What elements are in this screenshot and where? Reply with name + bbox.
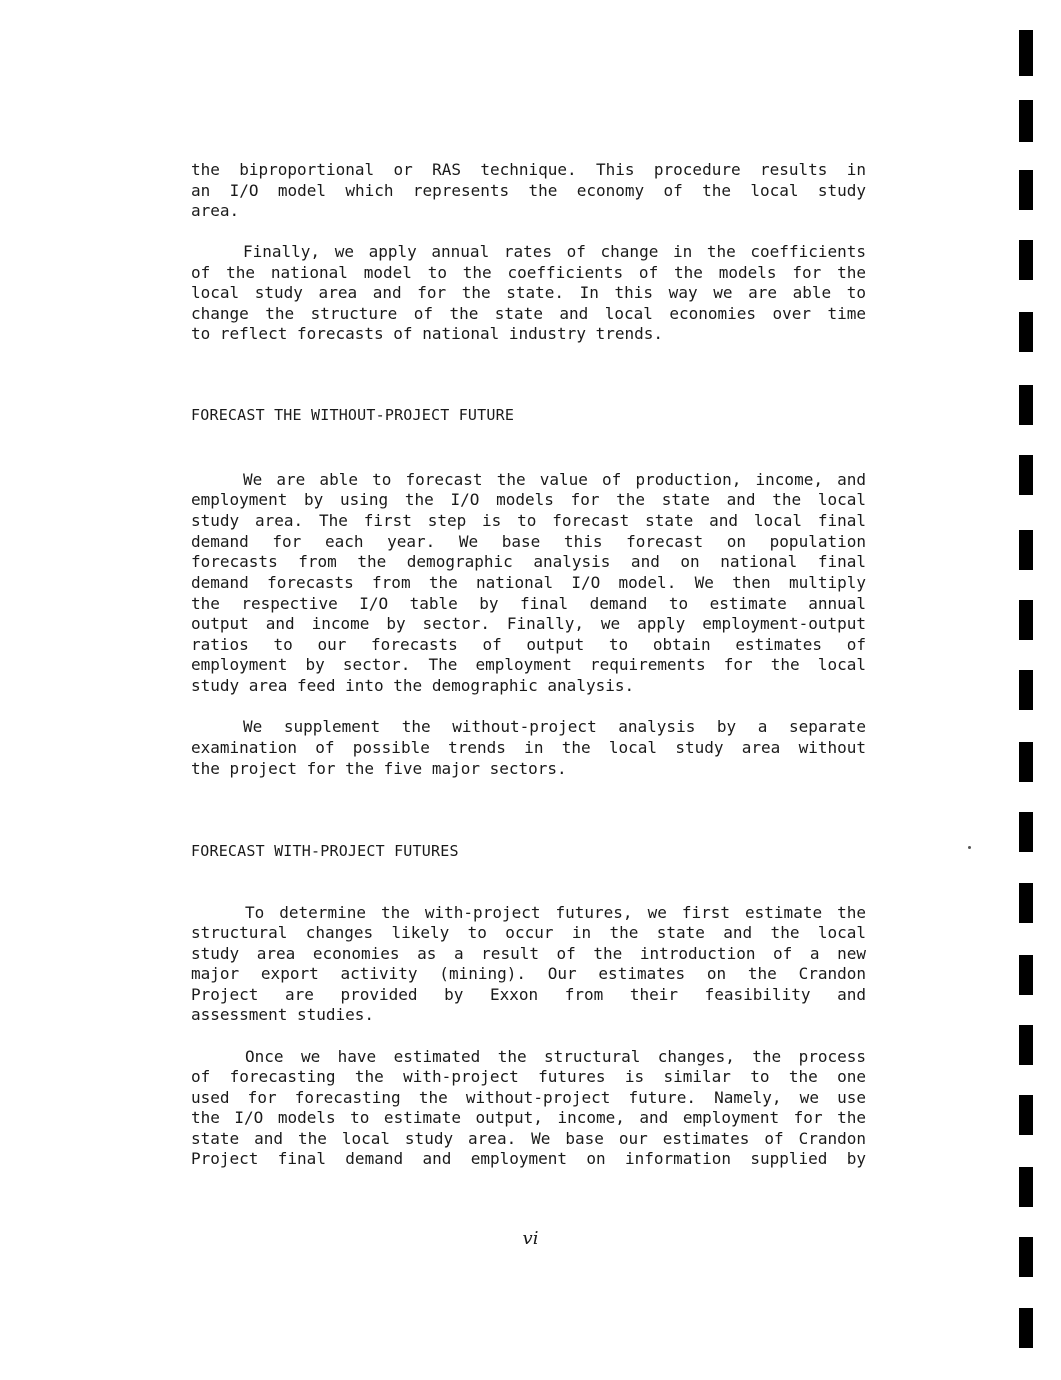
- section-heading-without-project: FORECAST THE WITHOUT-PROJECT FUTURE: [191, 406, 515, 424]
- text-line: forecasts from the demographic analysis and on national final: [191, 552, 866, 571]
- text-line: state and the local study area. We base our estimates of Crandon: [191, 1129, 866, 1148]
- text-line: the biproportional or RAS technique. This procedure results in: [191, 160, 866, 179]
- text-line: assessment studies.: [191, 1005, 375, 1024]
- binding-mark: [1019, 30, 1033, 76]
- binding-mark: [1019, 600, 1033, 640]
- binding-mark: [1019, 1237, 1033, 1277]
- binding-mark: [1019, 530, 1033, 570]
- text-line: the project for the five major sectors.: [191, 759, 567, 778]
- text-line: of forecasting the with-project futures is similar to the one: [191, 1067, 866, 1086]
- text-line: employment by using the I/O models for the state and the local: [191, 490, 866, 509]
- text-line: examination of possible trends in the local study area without: [191, 738, 866, 757]
- text-line: major export activity (mining). Our estimates on the Crandon: [191, 964, 866, 983]
- text-line: structural changes likely to occur in the state and the local: [191, 923, 866, 942]
- binding-mark: [1019, 455, 1033, 495]
- text-line: We are able to forecast the value of production, income, and: [243, 470, 866, 489]
- binding-mark: [1019, 312, 1033, 352]
- text-line: to reflect forecasts of national industry trends.: [191, 324, 664, 343]
- text-line: used for forecasting the without-project future. Namely, we use: [191, 1088, 866, 1107]
- section-heading-with-project: FORECAST WITH-PROJECT FUTURES: [191, 842, 459, 860]
- text-line: area.: [191, 201, 240, 220]
- binding-mark: [1019, 170, 1033, 210]
- text-line: output and income by sector. Finally, we apply employment-output: [191, 614, 866, 633]
- text-line: Finally, we apply annual rates of change in the coefficients: [243, 242, 866, 261]
- text-line: Project are provided by Exxon from their feasibility and: [191, 985, 866, 1004]
- text-line: We supplement the without-project analysis by a separate: [243, 717, 866, 736]
- text-line: study area feed into the demographic analysis.: [191, 676, 635, 695]
- binding-mark: [1019, 883, 1033, 923]
- binding-mark: [1019, 1167, 1033, 1207]
- text-line: ratios to our forecasts of output to obtain estimates of: [191, 635, 866, 654]
- text-line: local study area and for the state. In this way we are able to: [191, 283, 866, 302]
- text-line: To determine the with-project futures, we first estimate the: [245, 903, 866, 922]
- text-line: the respective I/O table by final demand to estimate annual: [191, 594, 866, 613]
- binding-mark: [1019, 385, 1033, 425]
- text-line: of the national model to the coefficients of the models for the: [191, 263, 866, 282]
- text-line: study area economies as a result of the introduction of a new: [191, 944, 866, 963]
- scan-speck: [968, 846, 971, 849]
- binding-mark: [1019, 742, 1033, 782]
- page-number: vi: [522, 1228, 539, 1249]
- binding-mark: [1019, 1095, 1033, 1135]
- binding-mark: [1019, 812, 1033, 852]
- text-line: demand for each year. We base this forecast on population: [191, 532, 866, 551]
- text-line: study area. The first step is to forecast state and local final: [191, 511, 866, 530]
- text-line: an I/O model which represents the economy of the local study: [191, 181, 866, 200]
- text-line: change the structure of the state and local economies over time: [191, 304, 866, 323]
- binding-mark: [1019, 1025, 1033, 1065]
- text-line: the I/O models to estimate output, income, and employment for the: [191, 1108, 866, 1127]
- binding-mark: [1019, 1308, 1033, 1348]
- binding-mark: [1019, 955, 1033, 995]
- text-line: Project final demand and employment on information supplied by: [191, 1149, 866, 1168]
- binding-mark: [1019, 100, 1033, 142]
- text-line: Once we have estimated the structural changes, the process: [245, 1047, 866, 1066]
- binding-mark: [1019, 670, 1033, 710]
- text-line: demand forecasts from the national I/O model. We then multiply: [191, 573, 866, 592]
- binding-mark: [1019, 240, 1033, 280]
- text-line: employment by sector. The employment requirements for the local: [191, 655, 866, 674]
